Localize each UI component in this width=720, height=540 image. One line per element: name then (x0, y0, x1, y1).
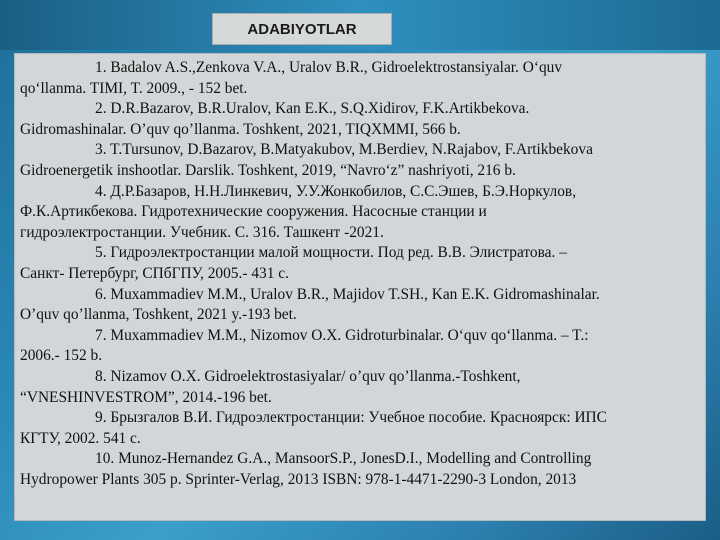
reference-item (20, 408, 699, 449)
reference-line: “VNESHINVESTROM”, 2014.-196 bet. (20, 388, 272, 406)
reference-item (20, 367, 699, 408)
reference-line: qo‘llanma. TIMI, T. 2009., - 152 bet. (20, 79, 248, 97)
reference-line: Gidromashinalar. O’quv qo’llanma. Toshkent, 2021, TIQXMMI, 566 b. (20, 120, 461, 138)
reference-line: Hydropower Plants 305 p. Sprinter-Verlag, 2013 ISBN: 978-1-4471-2290-3 London, 2013 (20, 470, 577, 488)
reference-item (20, 243, 699, 284)
reference-line: 5. Гидроэлектростанции малой мощности. Под ред. В.В. Элистратова. – (95, 244, 567, 262)
reference-line: 9. Брызгалов В.И. Гидроэлектростанции: Учебное пособие. Красноярск: ИПС (95, 409, 607, 427)
reference-line: 2. D.R.Bazarov, B.R.Uralov, Kan E.K., S.Q.Xidirov, F.K.Artikbekova. (95, 100, 530, 118)
reference-line: КГТУ, 2002. 541 с. (20, 429, 141, 447)
reference-line: 10. Munoz-Hernandez G.A., MansoorS.P., JonesD.I., Modelling and Controlling (95, 450, 592, 468)
reference-line: O’quv qo’llanma, Toshkent, 2021 y.-193 bet. (20, 306, 297, 324)
reference-item (20, 58, 699, 99)
reference-item (20, 140, 699, 181)
reference-line: 8. Nizamov O.X. Gidroelektrostasiyalar/ o’quv qo’llanma.-Toshkent, (95, 367, 521, 385)
reference-item (20, 326, 699, 367)
reference-item (20, 285, 699, 326)
reference-line: Ф.К.Артикбекова. Гидротехнические сооружения. Насосные станции и (20, 203, 487, 221)
reference-line: 6. Muxammadiev M.M., Uralov B.R., Majidov T.SH., Kan E.K. Gidromashinalar. (95, 285, 600, 303)
reference-line: Gidroenergetik inshootlar. Darslik. Toshkent, 2019, “Navro‘z” nashriyoti, 216 b. (20, 161, 516, 179)
reference-line: 2006.- 152 b. (20, 347, 103, 365)
reference-item (20, 182, 699, 244)
references-panel (14, 53, 706, 521)
reference-line: 7. Muxammadiev M.M., Nizomov O.X. Gidroturbinalar. O‘quv qo‘llanma. – T.: (95, 326, 589, 344)
reference-line: 4. Д.Р.Базаров, Н.Н.Линкевич, У.У.Жонкобилов, С.С.Эшев, Б.Э.Норкулов, (95, 182, 577, 200)
reference-line: 3. T.Tursunov, D.Bazarov, B.Matyakubov, M.Berdiev, N.Rajabov, F.Artikbekova (95, 141, 593, 159)
slide-title: ADABIYOTLAR (212, 13, 392, 45)
reference-item (20, 449, 699, 490)
reference-line: 1. Badalov A.S.,Zenkova V.A., Uralov B.R., Gidroelektrostansiyalar. O‘quv (95, 59, 563, 76)
reference-line: Санкт- Петербург, СПбГПУ, 2005.- 431 с. (20, 264, 289, 282)
reference-item (20, 99, 699, 140)
reference-line: гидроэлектростанции. Учебник. С. 316. Ташкент -2021. (20, 223, 384, 241)
